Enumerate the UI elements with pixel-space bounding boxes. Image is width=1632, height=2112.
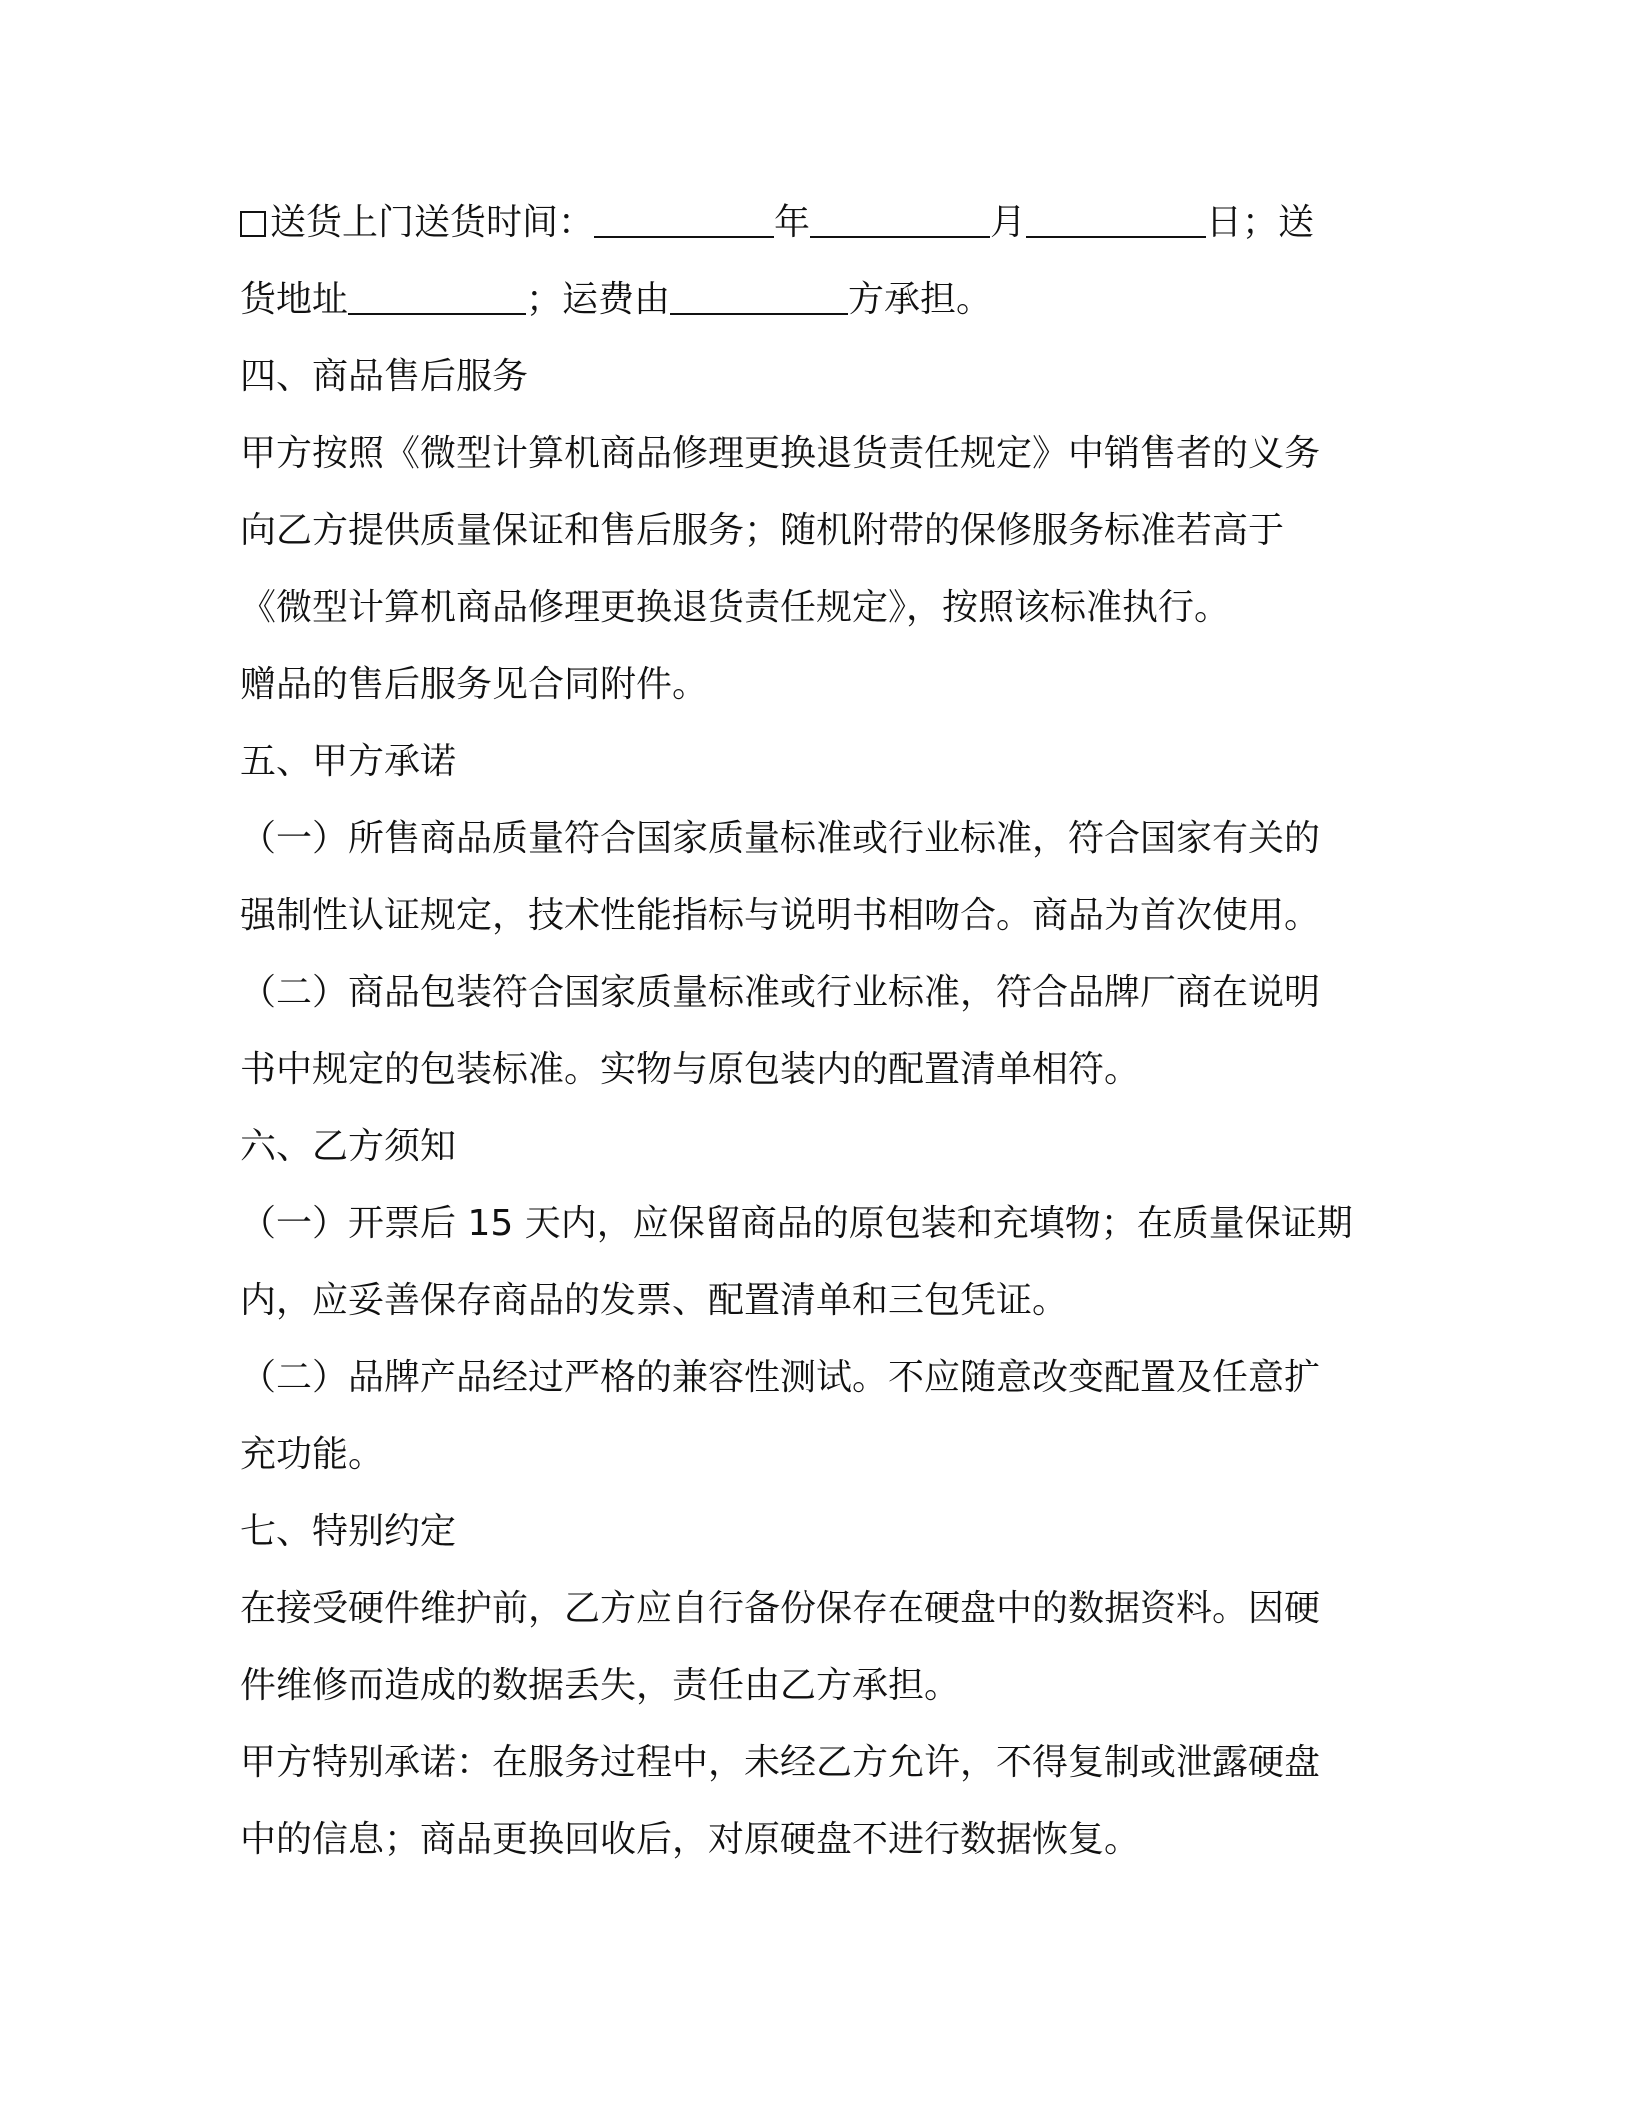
delivery-time-line xyxy=(240,184,1400,261)
paragraph-line: 充功能。 xyxy=(240,1434,385,1475)
paragraph-line: 甲方按照《微型计算机商品修理更换退货责任规定》中销售者的义务 xyxy=(240,433,1321,474)
freight-suffix: 方承担。 xyxy=(848,279,993,320)
paragraph-line: 强制性认证规定，技术性能指标与说明书相吻合。商品为首次使用。 xyxy=(240,895,1321,936)
day-blank xyxy=(1026,206,1206,238)
freight-label: ；运费由 xyxy=(526,279,671,320)
month-label: 月 xyxy=(990,202,1027,243)
document-page xyxy=(240,184,1400,1878)
section-heading: 七、特别约定 xyxy=(240,1511,457,1552)
paragraph-line: 中的信息；商品更换回收后，对原硬盘不进行数据恢复。 xyxy=(240,1819,1141,1860)
year-blank xyxy=(594,206,774,238)
paragraph-line: 赠品的售后服务见合同附件。 xyxy=(240,664,709,705)
year-label: 年 xyxy=(774,202,811,243)
section-heading: 五、甲方承诺 xyxy=(240,741,457,782)
day-label: 日；送 xyxy=(1206,202,1315,243)
paragraph-line: 向乙方提供质量保证和售后服务；随机附带的保修服务标准若高于 xyxy=(240,510,1285,551)
section-heading: 六、乙方须知 xyxy=(240,1126,457,1167)
paragraph-line: （一）开票后 15 天内，应保留商品的原包装和充填物；在质量保证期 xyxy=(240,1203,1353,1244)
paragraph-line: （二）品牌产品经过严格的兼容性测试。不应随意改变配置及任意扩 xyxy=(240,1357,1321,1398)
paragraph-line: 甲方特别承诺：在服务过程中，未经乙方允许，不得复制或泄露硬盘 xyxy=(240,1742,1321,1783)
checkbox-icon[interactable] xyxy=(240,211,266,237)
month-blank xyxy=(810,206,990,238)
delivery-address-line xyxy=(240,261,1400,338)
paragraph-line: 书中规定的包装标准。实物与原包装内的配置清单相符。 xyxy=(240,1049,1141,1090)
paragraph-line: 内，应妥善保存商品的发票、配置清单和三包凭证。 xyxy=(240,1280,1069,1321)
address-label: 货地址 xyxy=(240,279,349,320)
freight-blank xyxy=(670,283,848,315)
paragraph-line: （二）商品包装符合国家质量标准或行业标准，符合品牌厂商在说明 xyxy=(240,972,1321,1013)
delivery-checkbox-label: 送货上门送货时间： xyxy=(270,202,595,243)
paragraph-line: （一）所售商品质量符合国家质量标准或行业标准，符合国家有关的 xyxy=(240,818,1321,859)
paragraph-line: 在接受硬件维护前，乙方应自行备份保存在硬盘中的数据资料。因硬 xyxy=(240,1588,1321,1629)
section-heading: 四、商品售后服务 xyxy=(240,356,529,397)
paragraph-line: 件维修而造成的数据丢失，责任由乙方承担。 xyxy=(240,1665,961,1706)
address-blank xyxy=(348,283,526,315)
paragraph-line: 《微型计算机商品修理更换退货责任规定》，按照该标准执行。 xyxy=(240,587,1231,628)
